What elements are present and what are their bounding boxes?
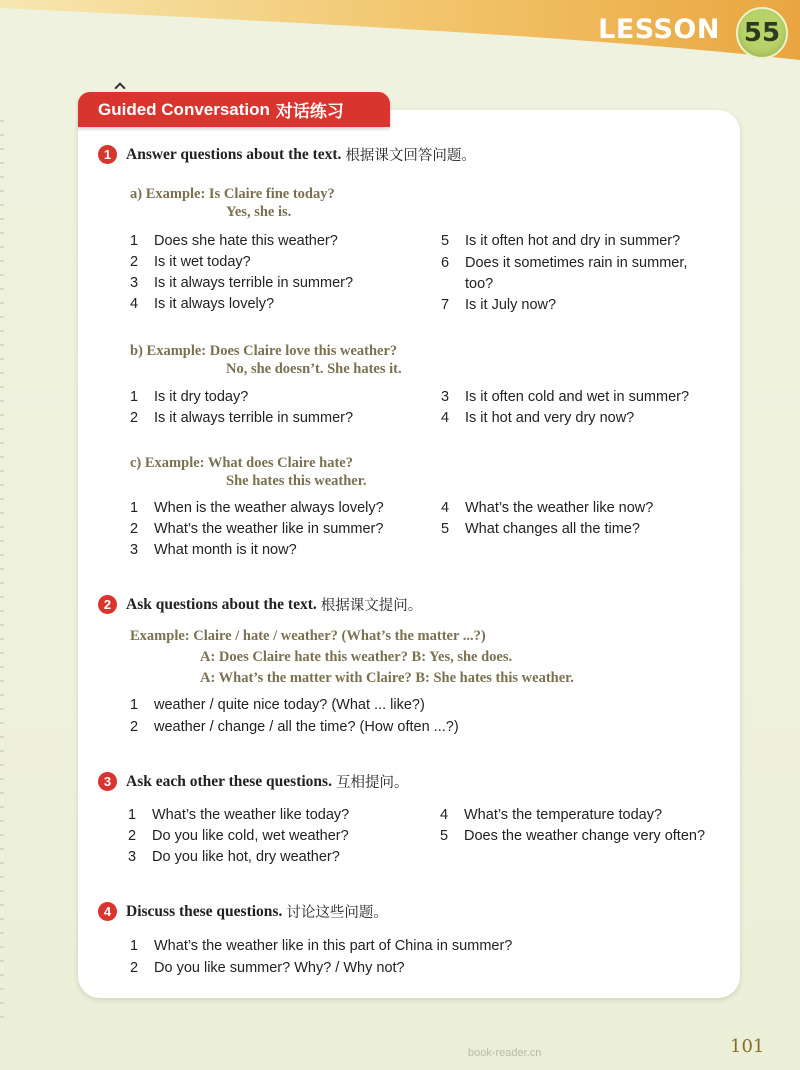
- section-4-title: [98, 901, 388, 922]
- section-title-zh: 根据课文回答问题。: [345, 148, 476, 164]
- item-number: 3: [441, 389, 450, 405]
- page-number: 101: [730, 1036, 765, 1057]
- item-number: 4: [440, 807, 449, 823]
- item-text: Is it always terrible in summer?: [154, 275, 354, 291]
- list-item: [130, 959, 405, 977]
- list-item: [441, 275, 493, 293]
- list-item: [130, 499, 384, 517]
- list-item: [441, 254, 687, 272]
- item-number: 4: [441, 500, 450, 516]
- item-text: What’s the weather like today?: [152, 807, 350, 823]
- item-text: Do you like hot, dry weather?: [152, 849, 340, 865]
- example-question: a) Example: Is Claire fine today?: [130, 186, 335, 202]
- list-item: [128, 827, 349, 845]
- item-number: [441, 275, 465, 293]
- item-text: Is it wet today?: [154, 254, 251, 270]
- item-number: 2: [130, 254, 139, 270]
- list-item: [130, 696, 425, 714]
- list-item: [130, 232, 338, 250]
- list-item: [130, 718, 459, 736]
- lesson-number-badge: [736, 7, 788, 59]
- item-text: What’s the weather like now?: [465, 500, 654, 516]
- section-3-title: [98, 771, 408, 792]
- example-a: [130, 185, 335, 221]
- example-question: c) Example: What does Claire hate?: [130, 455, 353, 471]
- list-item: [130, 388, 248, 406]
- item-number: 5: [440, 828, 449, 844]
- item-number: 3: [128, 849, 137, 865]
- list-item: [128, 848, 340, 866]
- item-number: 2: [130, 960, 139, 976]
- list-item: [130, 295, 274, 313]
- item-number: 6: [441, 255, 450, 271]
- section-title-en: Ask each other these questions.: [126, 772, 332, 790]
- item-number: 2: [130, 719, 139, 735]
- example-line: Example: Claire / hate / weather? (What’s the matter ...?): [130, 628, 486, 644]
- item-number: 2: [128, 828, 137, 844]
- list-item: [441, 296, 556, 314]
- item-number: 1: [128, 807, 137, 823]
- item-number: 1: [130, 938, 139, 954]
- list-item: [130, 541, 297, 559]
- item-text: Does it sometimes rain in summer,: [465, 255, 688, 271]
- list-item: [130, 253, 251, 271]
- item-text: What’s the weather like in summer?: [154, 521, 384, 537]
- item-number: 1: [130, 697, 139, 713]
- list-item: [441, 520, 640, 538]
- header-title-zh: 对话练习: [275, 102, 344, 122]
- item-number: 7: [441, 297, 450, 313]
- item-number: 2: [130, 521, 139, 537]
- section-title-zh: 根据课文提问。: [320, 598, 423, 614]
- section-title-zh: 讨论这些问题。: [286, 905, 388, 921]
- item-number: 5: [441, 233, 450, 249]
- watermark: book-reader.cn: [468, 1047, 542, 1059]
- list-item: [130, 274, 353, 292]
- item-text: Is it always lovely?: [154, 296, 275, 312]
- lesson-number: 55: [743, 18, 781, 48]
- item-text: What’s the temperature today?: [464, 807, 663, 823]
- list-item: [441, 499, 653, 517]
- list-item: [130, 937, 512, 955]
- section-title-zh: 互相提问。: [335, 775, 409, 791]
- list-item: [128, 806, 349, 824]
- section-2-title: [98, 594, 422, 615]
- item-number: 4: [441, 410, 450, 426]
- section-number-badge: 2: [98, 595, 117, 614]
- list-item: [441, 409, 634, 427]
- section-1-title: [98, 144, 476, 165]
- item-text: Do you like summer? Why? / Why not?: [154, 960, 405, 976]
- item-text: What changes all the time?: [465, 521, 640, 537]
- header-title-en: Guided Conversation: [98, 99, 270, 119]
- item-text: Is it hot and very dry now?: [465, 410, 635, 426]
- item-text: What month is it now?: [154, 542, 297, 558]
- item-text: Is it often cold and wet in summer?: [465, 389, 690, 405]
- item-number: 1: [130, 233, 139, 249]
- example-answer: She hates this weather.: [226, 473, 367, 489]
- item-text: Does the weather change very often?: [464, 828, 706, 844]
- item-number: 2: [130, 410, 139, 426]
- item-number: 4: [130, 296, 139, 312]
- item-text: Is it dry today?: [154, 389, 249, 405]
- item-text: Is it always terrible in summer?: [154, 410, 354, 426]
- item-number: 3: [130, 275, 139, 291]
- example-b: [130, 342, 402, 378]
- item-text: What’s the weather like in this part of China in summer?: [154, 938, 513, 954]
- item-text: Is it July now?: [465, 297, 557, 313]
- example-answer: No, she doesn’t. She hates it.: [226, 361, 402, 377]
- example-question: b) Example: Does Claire love this weather?: [130, 343, 398, 359]
- list-item: [130, 409, 353, 427]
- item-text: When is the weather always lovely?: [154, 500, 384, 516]
- item-number: 5: [441, 521, 450, 537]
- list-item: [440, 806, 662, 824]
- item-text: Is it often hot and dry in summer?: [465, 233, 681, 249]
- example-line: A: Does Claire hate this weather? B: Yes, she does.: [200, 649, 513, 665]
- list-item: [130, 520, 383, 538]
- item-number: 1: [130, 389, 139, 405]
- list-item: [441, 232, 680, 250]
- example-2: [130, 626, 574, 689]
- item-number: 3: [130, 542, 139, 558]
- section-title-en: Answer questions about the text.: [126, 145, 342, 163]
- section-header-tab: [78, 92, 390, 127]
- list-item: [440, 827, 705, 845]
- item-text: weather / change / all the time? (How often ...?): [154, 719, 459, 735]
- item-text: Do you like cold, wet weather?: [152, 828, 349, 844]
- section-number-badge: 4: [98, 902, 117, 921]
- section-title-en: Ask questions about the text.: [126, 595, 317, 613]
- section-number-badge: 1: [98, 145, 117, 164]
- list-item: [441, 388, 689, 406]
- example-line: A: What’s the matter with Claire? B: She hates this weather.: [200, 670, 574, 686]
- example-c: [130, 454, 366, 490]
- item-text: weather / quite nice today? (What ... like?): [154, 697, 425, 713]
- item-number: 1: [130, 500, 139, 516]
- example-answer: Yes, she is.: [226, 204, 292, 220]
- binding-edge: [0, 120, 4, 1020]
- section-title-en: Discuss these questions.: [126, 902, 283, 920]
- item-text: Does she hate this weather?: [154, 233, 338, 249]
- item-text: too?: [465, 276, 494, 292]
- lesson-label: LESSON: [598, 14, 720, 45]
- section-number-badge: 3: [98, 772, 117, 791]
